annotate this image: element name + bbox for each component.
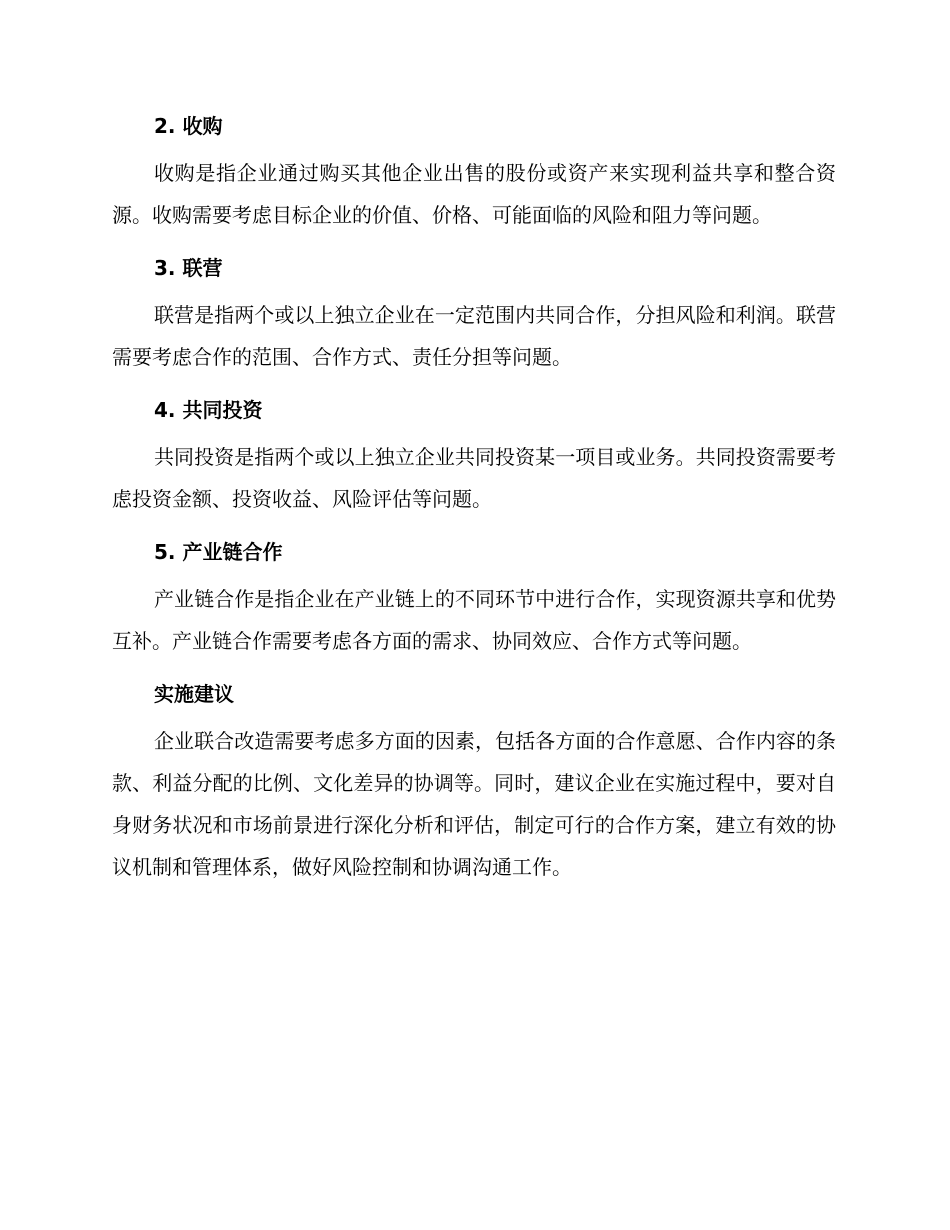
section-heading-recommendations: 实施建议 <box>154 682 234 706</box>
section-body-acquisition: 收购是指企业通过购买其他企业出售的股份或资产来实现利益共享和整合资源。收购需要考虑目标企业的价值、价格、可能面临的风险和阻力等问题。 <box>112 161 836 227</box>
section-body-recommendations: 企业联合改造需要考虑多方面的因素，包括各方面的合作意愿、合作内容的条款、利益分配的比例、文化差异的协调等。同时，建议企业在实施过程中，要对自身财务状况和市场前景进行深化分析和评估，制定可行的合作方案，建立有效的协议机制和管理体系，做好风险控制和协调沟通工作。 <box>112 729 836 879</box>
section-body-joint-operation: 联营是指两个或以上独立企业在一定范围内共同合作，分担风险和利润。联营需要考虑合作的范围、合作方式、责任分担等问题。 <box>112 303 836 369</box>
section-heading-joint-operation: 3. 联营 <box>154 256 223 280</box>
section-heading-acquisition: 2. 收购 <box>154 114 223 138</box>
document-content <box>112 106 836 900</box>
section-heading-industry-chain: 5. 产业链合作 <box>154 540 283 564</box>
section-body-industry-chain: 产业链合作是指企业在产业链上的不同环节中进行合作，实现资源共享和优势互补。产业链合作需要考虑各方面的需求、协同效应、合作方式等问题。 <box>112 587 836 653</box>
section-heading-joint-investment: 4. 共同投资 <box>154 398 263 422</box>
section-body-joint-investment: 共同投资是指两个或以上独立企业共同投资某一项目或业务。共同投资需要考虑投资金额、投资收益、风险评估等问题。 <box>112 445 836 511</box>
